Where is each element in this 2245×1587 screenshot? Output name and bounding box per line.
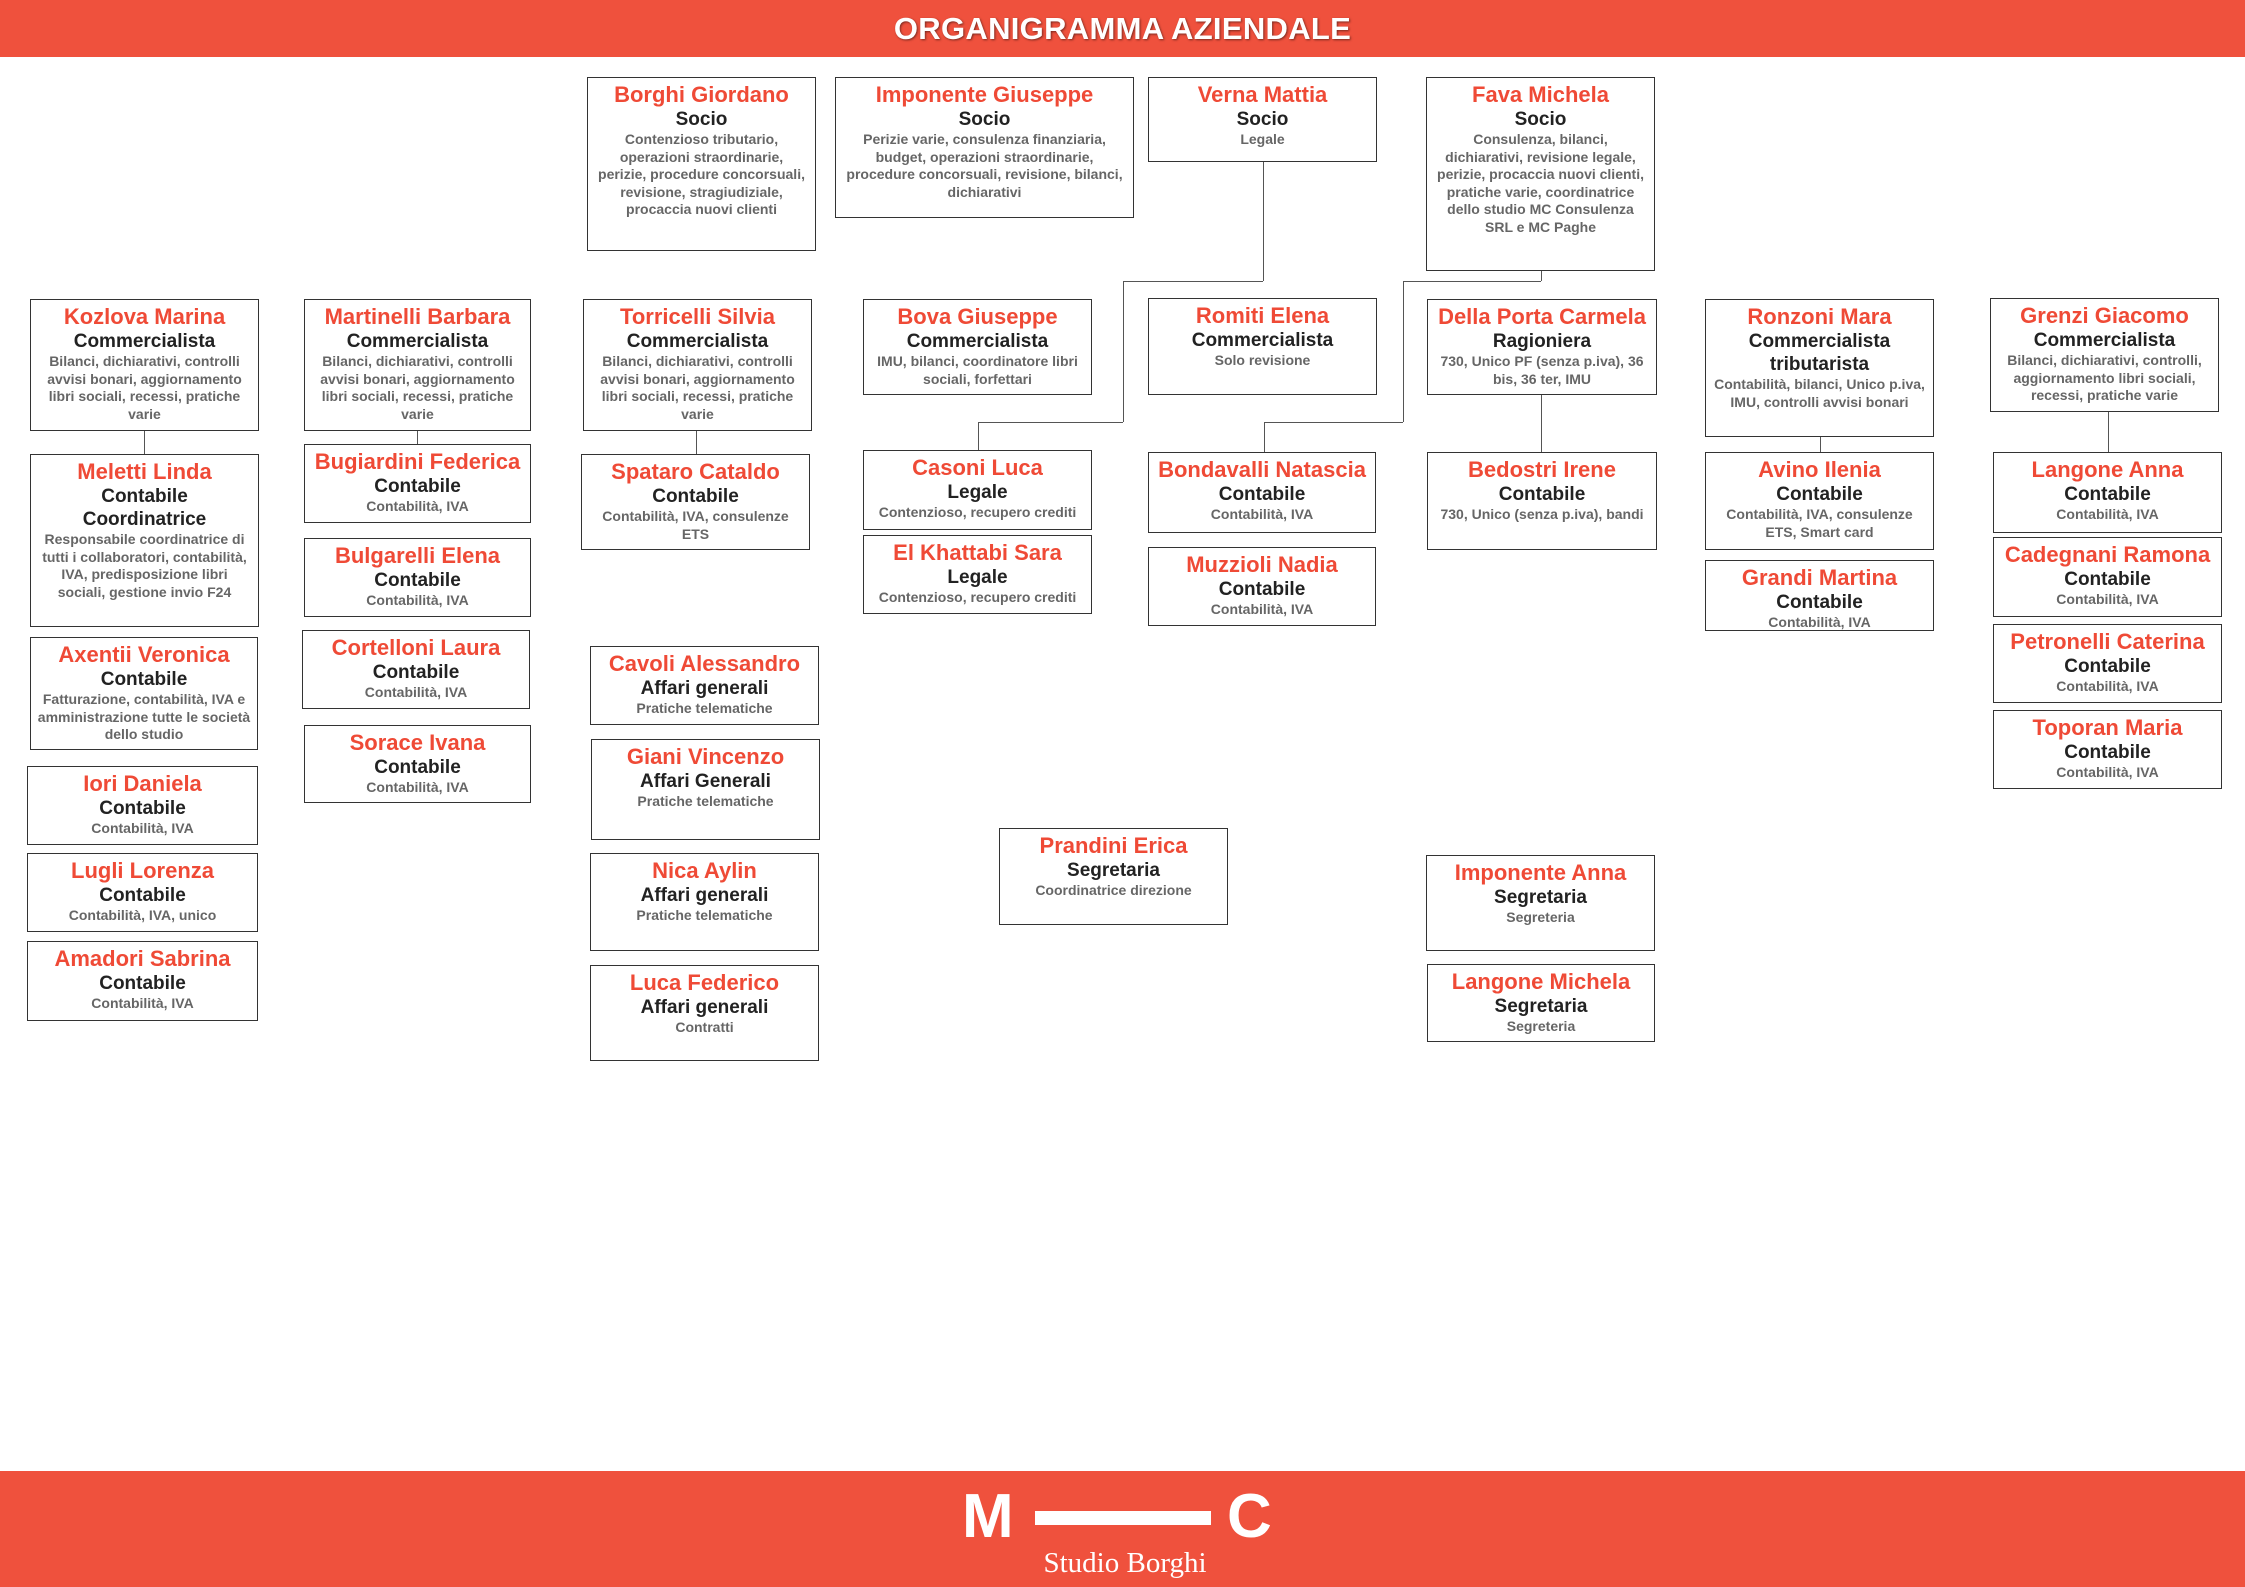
connector-line [2108, 412, 2109, 452]
person-name: Ronzoni Mara [1747, 304, 1892, 329]
person-name: Bedostri Irene [1468, 457, 1616, 482]
person-name: Langone Anna [2031, 457, 2184, 482]
person-duties: Contenzioso, recupero crediti [878, 589, 1077, 605]
brand-name: Studio Borghi [1043, 1547, 1207, 1579]
person-name: Cortelloni Laura [331, 635, 501, 660]
person-name: Bulgarelli Elena [334, 543, 501, 568]
person-role: Contabile [99, 798, 186, 819]
person-duties: Contabilità, IVA [366, 498, 469, 514]
connector-line [1264, 422, 1403, 423]
person-duties: Contenzioso tributario, operazioni straordinarie, perizie, procedure concorsuali, revisione, stragiudiziale, procaccia nuovi clienti [598, 131, 805, 217]
person-role: Affari generali [640, 678, 769, 699]
person-role: Contabile [374, 757, 461, 778]
person-name: Luca Federico [629, 970, 780, 995]
person-duties: Contabilità, IVA [364, 684, 468, 700]
person-duties: Bilanci, dichiarativi, controlli avvisi bonari, aggiornamento libri sociali, recessi, pratiche varie [47, 353, 242, 422]
person-duties: Bilanci, dichiarativi, controlli avvisi bonari, aggiornamento libri sociali, recessi, pratiche varie [600, 353, 795, 422]
person-role: Contabile [2064, 656, 2151, 677]
person-role: Contabile [1776, 484, 1863, 505]
person-name: Toporan Maria [2032, 715, 2183, 740]
org-node-prandini [999, 828, 1228, 925]
person-duties: Contabilità, IVA [1210, 506, 1314, 522]
org-node-fava [1426, 77, 1655, 271]
org-node-meletti [30, 454, 259, 627]
org-node-dellaporta [1427, 299, 1657, 395]
person-role: Contabile [374, 570, 461, 591]
person-role: Contabile [100, 669, 188, 690]
connector-line [978, 422, 979, 450]
org-node-martinelli [304, 299, 531, 431]
person-duties: Legale [1240, 131, 1285, 147]
person-name: Cadegnani Ramona [2004, 542, 2211, 567]
connector-line [978, 422, 1123, 423]
page-header [0, 0, 2245, 57]
person-duties: Responsabile coordinatrice di tutti i collaboratori, contabilità, IVA, predisposizione libri sociali, gestione invio F24 [42, 531, 247, 600]
person-name: Bondavalli Natascia [1158, 457, 1366, 482]
person-name: Petronelli Caterina [2010, 629, 2205, 654]
page-title: ORGANIGRAMMA AZIENDALE [893, 10, 1352, 46]
person-role: Contabile [99, 973, 186, 994]
org-node-bondavalli [1148, 452, 1376, 533]
person-role: Contabile [99, 885, 186, 906]
connector-line [1263, 162, 1264, 281]
person-role: Socio [1514, 109, 1567, 130]
person-role: Contabile [1776, 592, 1863, 613]
org-node-verna [1148, 77, 1377, 162]
person-duties: Contabilità, IVA [2056, 678, 2159, 694]
org-node-amadori [27, 941, 258, 1021]
person-role: Affari Generali [640, 771, 771, 792]
org-node-nica [590, 853, 819, 951]
person-name: Giani Vincenzo [626, 744, 785, 769]
org-node-langone-m [1427, 964, 1655, 1042]
person-name: El Khattabi Sara [893, 540, 1062, 565]
person-name: Torricelli Silvia [620, 304, 775, 329]
person-name: Prandini Erica [1039, 833, 1188, 858]
logo-bar [1035, 1511, 1211, 1525]
org-node-langone-a [1993, 452, 2222, 533]
person-role: Socio [675, 109, 728, 130]
person-duties: Contabilità, bilanci, Unico p.iva, IMU, controlli avvisi bonari [1714, 376, 1925, 410]
connector-line [1541, 395, 1542, 452]
person-role: Contabile [1498, 484, 1586, 505]
person-role: Contabile [372, 662, 460, 683]
person-duties: 730, Unico PF (senza p.iva), 36 bis, 36 ter, IMU [1440, 353, 1644, 387]
connector-line [1403, 281, 1541, 282]
person-role: Ragioniera [1492, 331, 1592, 352]
person-duties: Contabilità, IVA, consulenze ETS [602, 508, 789, 542]
logo-letter-c: C [1227, 1482, 1272, 1551]
person-duties: Pratiche telematiche [636, 907, 773, 923]
person-role: Contabile [2064, 484, 2151, 505]
org-node-casoni [863, 450, 1092, 530]
org-node-luca [590, 965, 819, 1061]
person-duties: Contabilità, IVA, consulenze ETS, Smart card [1726, 506, 1913, 540]
person-role: Commercialista tributarista [1748, 331, 1891, 375]
org-node-bugiardini [304, 444, 531, 523]
connector-line [1541, 271, 1542, 281]
person-name: Grenzi Giacomo [2020, 303, 2189, 328]
org-node-imponente-a [1426, 855, 1655, 951]
person-role: Contabile [652, 486, 739, 507]
person-name: Romiti Elena [1195, 303, 1330, 328]
person-name: Lugli Lorenza [71, 858, 214, 883]
connector-line [696, 431, 697, 454]
connector-line [417, 431, 418, 444]
org-node-bova [863, 299, 1092, 395]
person-duties: Contenzioso, recupero crediti [878, 504, 1077, 520]
person-role: Commercialista [2033, 330, 2176, 351]
org-node-axentii [30, 637, 258, 750]
person-name: Bova Giuseppe [897, 304, 1058, 329]
person-duties: Pratiche telematiche [637, 793, 774, 809]
person-duties: Contabilità, IVA [366, 779, 469, 795]
person-duties: Contabilità, IVA, unico [68, 907, 217, 923]
person-duties: Contabilità, IVA [91, 995, 194, 1011]
person-name: Langone Michela [1451, 969, 1631, 994]
person-duties: 730, Unico (senza p.iva), bandi [1440, 506, 1644, 522]
person-name: Sorace Ivana [349, 730, 486, 755]
connector-line [1123, 281, 1263, 282]
person-duties: Contabilità, IVA [366, 592, 469, 608]
person-duties: Fatturazione, contabilità, IVA e amministrazione tutte le società dello studio [37, 691, 251, 742]
person-duties: IMU, bilanci, coordinatore libri sociali, forfettari [877, 353, 1078, 387]
connector-line [1123, 281, 1124, 422]
org-node-cortelloni [302, 630, 530, 709]
person-role: Socio [958, 109, 1011, 130]
person-name: Axentii Veronica [58, 642, 230, 667]
person-role: Segretaria [1067, 860, 1160, 881]
connector-line [1403, 281, 1404, 422]
person-role: Contabile [374, 476, 461, 497]
org-node-lugli [27, 853, 258, 932]
person-role: Commercialista [346, 331, 489, 352]
org-node-petronelli [1993, 624, 2222, 703]
org-node-imponente-g [835, 77, 1134, 218]
person-name: Amadori Sabrina [54, 946, 231, 971]
person-name: Kozlova Marina [63, 304, 226, 329]
person-duties: Solo revisione [1214, 352, 1311, 368]
footer [0, 1471, 2245, 1587]
org-node-spataro [581, 454, 810, 550]
person-name: Meletti Linda [77, 459, 212, 484]
person-role: Socio [1236, 109, 1289, 130]
connector-line [144, 431, 145, 454]
org-node-grenzi [1990, 298, 2219, 412]
org-node-sorace [304, 725, 531, 803]
org-node-iori [27, 766, 258, 845]
org-node-cavoli [590, 646, 819, 725]
org-node-toporan [1993, 710, 2222, 789]
org-node-grandi [1705, 560, 1934, 631]
person-duties: Contabilità, IVA [1768, 614, 1871, 630]
org-node-cadegnani [1993, 537, 2222, 617]
person-role: Segretaria [1494, 996, 1588, 1017]
person-role: Segretaria [1494, 887, 1587, 908]
person-role: Contabile [1218, 484, 1306, 505]
person-duties: Pratiche telematiche [636, 700, 773, 716]
person-duties: Bilanci, dichiarativi, controlli, aggiornamento libri sociali, recessi, pratiche varie [2007, 352, 2202, 403]
person-name: Fava Michela [1472, 82, 1609, 107]
org-node-ronzoni [1705, 299, 1934, 437]
person-role: Commercialista [1191, 330, 1334, 351]
connector-line [1264, 422, 1265, 452]
person-name: Muzzioli Nadia [1186, 552, 1338, 577]
person-name: Della Porta Carmela [1438, 304, 1646, 329]
person-duties: Contabilità, IVA [91, 820, 194, 836]
person-role: Legale [947, 482, 1008, 503]
org-node-kozlova [30, 299, 259, 431]
person-duties: Bilanci, dichiarativi, controlli avvisi bonari, aggiornamento libri sociali, recessi, pratiche varie [320, 353, 515, 422]
person-role: Legale [947, 567, 1008, 588]
org-node-avino [1705, 452, 1934, 550]
person-role: Contabile [2064, 742, 2151, 763]
person-name: Borghi Giordano [614, 82, 789, 107]
person-duties: Segreteria [1506, 909, 1575, 925]
org-node-elkhattabi [863, 535, 1092, 614]
person-role: Affari generali [640, 997, 769, 1018]
person-name: Avino Ilenia [1758, 457, 1881, 482]
person-duties: Contabilità, IVA [1210, 601, 1314, 617]
person-role: Commercialista [906, 331, 1049, 352]
person-role: Contabile [1218, 579, 1306, 600]
person-duties: Contabilità, IVA [2056, 506, 2159, 522]
person-name: Verna Mattia [1197, 82, 1328, 107]
person-role: Contabile [2064, 569, 2151, 590]
person-duties: Coordinatrice direzione [1035, 882, 1192, 898]
org-node-giani [591, 739, 820, 840]
person-name: Bugiardini Federica [314, 449, 521, 474]
org-node-romiti [1148, 298, 1377, 395]
person-duties: Consulenza, bilanci, dichiarativi, revisione legale, perizie, procaccia nuovi clienti, pratiche varie, coordinatrice dello studio MC Consulenza SRL e MC Paghe [1437, 131, 1644, 235]
person-role: Contabile Coordinatrice [82, 486, 207, 530]
person-role: Commercialista [626, 331, 769, 352]
person-name: Imponente Giuseppe [875, 82, 1094, 107]
person-duties: Perizie varie, consulenza finanziaria, budget, operazioni straordinarie, procedure concorsuali, revisione, bilanci, dichiarativi [846, 131, 1123, 200]
person-duties: Contratti [675, 1019, 734, 1035]
person-name: Cavoli Alessandro [608, 651, 801, 676]
logo-letter-m: M [962, 1482, 1014, 1551]
person-name: Grandi Martina [1741, 565, 1898, 590]
person-duties: Contabilità, IVA [2056, 591, 2159, 607]
person-name: Iori Daniela [83, 771, 202, 796]
person-name: Nica Aylin [652, 858, 757, 883]
connector-line [1820, 437, 1821, 452]
person-name: Spataro Cataldo [611, 459, 780, 484]
org-node-bedostri [1427, 452, 1657, 550]
org-node-borghi [587, 77, 816, 251]
studio-logo [962, 1482, 1282, 1579]
person-name: Martinelli Barbara [324, 304, 511, 329]
person-duties: Contabilità, IVA [2056, 764, 2159, 780]
org-node-bulgarelli [304, 538, 531, 617]
person-name: Casoni Luca [912, 455, 1043, 480]
org-node-torricelli [583, 299, 812, 431]
person-role: Affari generali [640, 885, 769, 906]
person-role: Commercialista [73, 331, 216, 352]
org-node-muzzioli [1148, 547, 1376, 626]
person-name: Imponente Anna [1454, 860, 1627, 885]
person-duties: Segreteria [1506, 1018, 1576, 1034]
